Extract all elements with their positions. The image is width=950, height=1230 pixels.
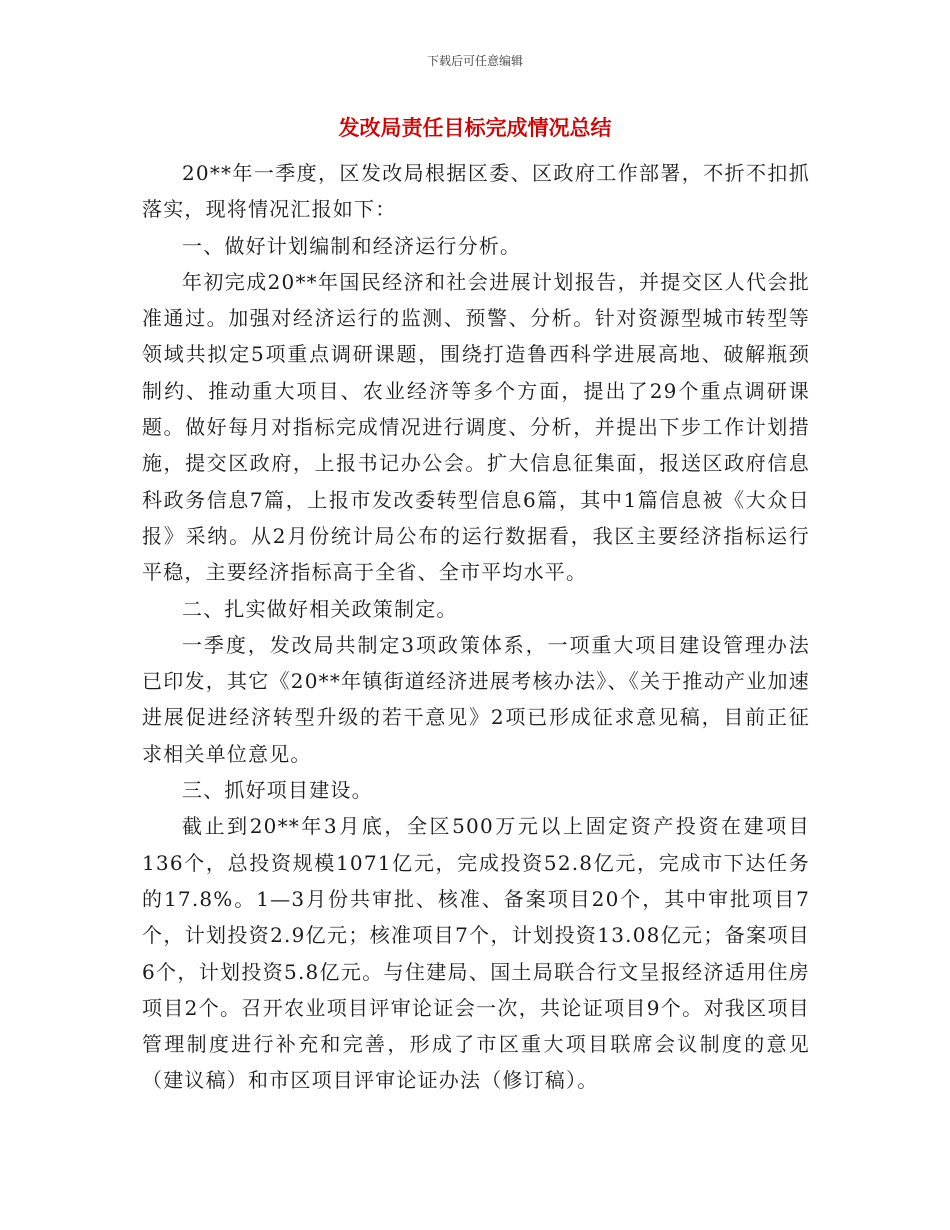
section-paragraph-1: 年初完成20**年国民经济和社会进展计划报告，并提交区人代会批准通过。加强对经济运行的监测、预警、分析。针对资源型城市转型等领域共拟定5项重点调研课题，围绕打造鲁西科学进展高地、破解瓶颈制约、推动重大项目、农业经济等多个方面，提出了29个重点调研课题。做好每月对指标完成情况进行调度、分析，并提出下步工作计划措施，提交区政府，上报书记办公会。扩大信息征集面，报送区政府信息科政务信息7篇，上报市发改委转型信息6篇，其中1篇信息被《大众日报》采纳。从2月份统计局公布的运行数据看，我区主要经济指标运行平稳，主要经济指标高于全省、全市平均水平。 <box>142 269 810 585</box>
document-title: 发改局责任目标完成情况总结 <box>338 116 612 140</box>
intro-paragraph: 20**年一季度，区发改局根据区委、区政府工作部署，不折不扣抓落实，现将情况汇报如下： <box>142 161 810 222</box>
document-body <box>142 155 810 1099</box>
section-paragraph-2: 一季度，发改局共制定3项政策体系，一项重大项目建设管理办法已印发，其它《20**年镇街道经济进展考核办法》、《关于推动产业加速进展促进经济转型升级的若干意见》2项已形成征求意见稿，目前正征求相关单位意见。 <box>142 632 810 766</box>
section-heading-3: 三、抓好项目建设。 <box>182 778 373 803</box>
section-heading-2: 二、扎实做好相关政策制定。 <box>182 596 458 621</box>
page-header-note: 下载后可任意编辑 <box>426 54 523 68</box>
section-paragraph-3: 截止到20**年3月底，全区500万元以上固定资产投资在建项目136个，总投资规模1071亿元，完成投资52.8亿元，完成市下达任务的17.8%。1—3月份共审批、核准、备案项目20个，其中审批项目7个，计划投资2.9亿元；核准项目7个，计划投资13.08亿元；备案项目6个，计划投资5.8亿元。与住建局、国土局联合行文呈报经济适用住房项目2个。召开农业项目评审论证会一次，共论证项目9个。对我区项目管理制度进行补充和完善，形成了市区重大项目联席会议制度的意见（建议稿）和市区项目评审论证办法（修订稿）。 <box>142 814 810 1093</box>
section-heading-1: 一、做好计划编制和经济运行分析。 <box>182 233 522 258</box>
